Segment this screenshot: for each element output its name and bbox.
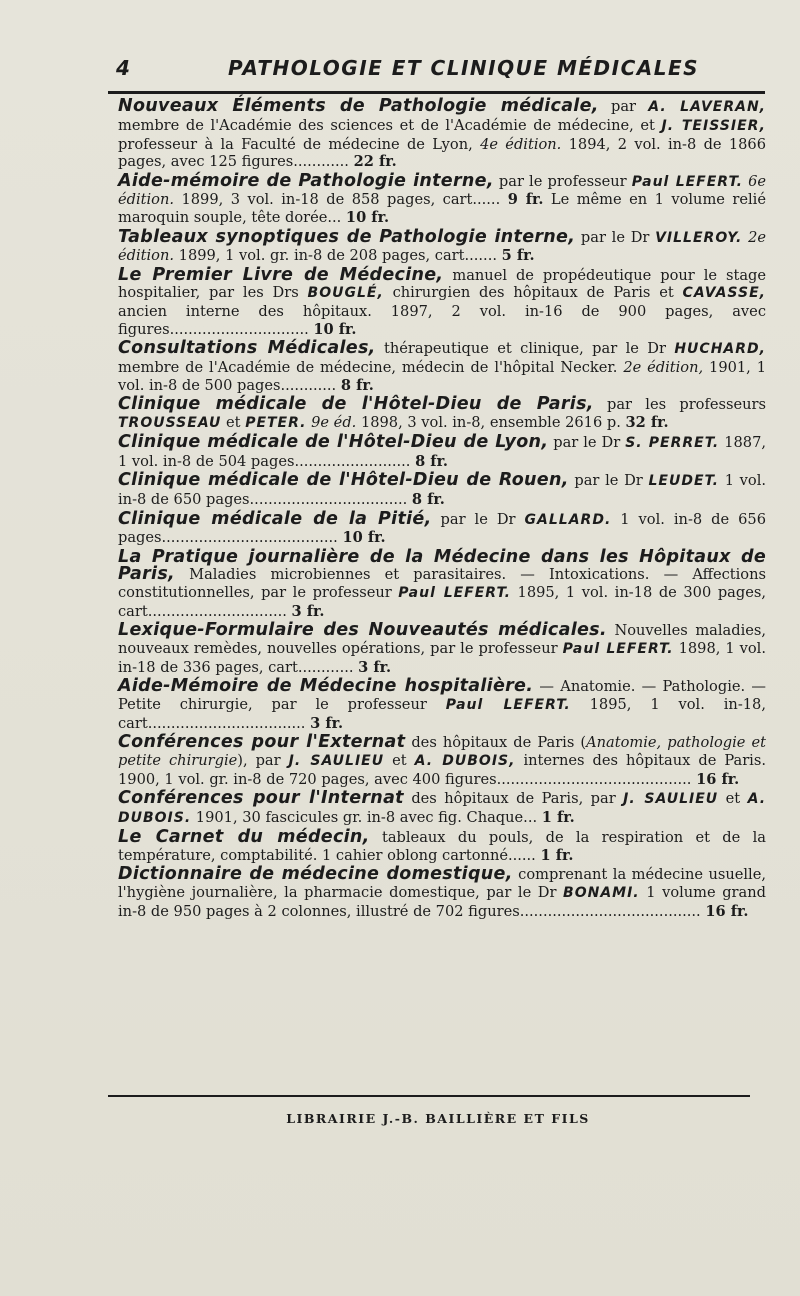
author-name: GALLARD. xyxy=(524,511,612,528)
running-title: PATHOLOGIE ET CLINIQUE MÉDICALES xyxy=(228,56,700,80)
author-name: CAVASSE, xyxy=(682,285,766,302)
book-title: Clinique médicale de la Pitié, xyxy=(118,508,432,529)
book-title: Consultations Médicales, xyxy=(118,338,376,359)
price: 9 fr. xyxy=(507,191,544,209)
price: 5 fr. xyxy=(501,247,535,265)
catalog-entry: Clinique médicale de l'Hôtel-Dieu de Rouen, par le Dr LEUDET. 1 vol. in-8 de 650 pages.................................. 8 fr. xyxy=(118,470,767,509)
price: 3 fr. xyxy=(310,714,344,732)
author-name: VILLEROY. xyxy=(655,229,743,246)
page-number: 4 xyxy=(116,56,130,80)
publisher-footer: LIBRAIRIE J.-B. BAILLIÈRE ET FILS xyxy=(286,1111,590,1126)
edition: 6e édition. xyxy=(118,172,767,209)
price: 3 fr. xyxy=(358,658,392,676)
author-name: J. TEISSIER, xyxy=(661,117,766,134)
price: 10 fr. xyxy=(345,209,390,227)
author-name: Paul LEFERT. xyxy=(631,173,743,190)
price: 8 fr. xyxy=(415,453,449,471)
catalog-entry: Le Carnet du médecin, tableaux du pouls, de la respiration et de la température, comptabilité. 1 cahier oblong cartonné...... 1 fr. xyxy=(118,827,766,864)
page-header xyxy=(108,52,768,86)
book-title: Aide-mémoire de Pathologie interne, xyxy=(118,170,494,191)
catalog-entry: Nouveaux Éléments de Pathologie médicale, par A. LAVERAN, membre de l'Académie des sciences et de l'Académie de médecine, et J. TEISSIER, professeur à la Faculté de médecine de Lyon, 4e édition. 1894, 2 vol. in-8 de 1866 pages, avec 125 figures............ 22 fr. xyxy=(118,96,767,171)
book-title: Tableaux synoptiques de Pathologie interne, xyxy=(118,226,576,247)
edition: Anatomie, pathologie et petite chirurgie xyxy=(118,734,766,769)
catalog-entry: Dictionnaire de médecine domestique, comprenant la médecine usuelle, l'hygiène journalière, la pharmacie domestique, par le Dr BONAMI. 1 volume grand in-8 de 950 pages à 2 colonnes, illustré de 702 figures....................................... 16 fr. xyxy=(118,864,767,920)
price: 16 fr. xyxy=(696,770,740,788)
catalog-entries xyxy=(118,98,766,922)
price: 8 fr. xyxy=(340,376,374,394)
price: 22 fr. xyxy=(353,153,397,171)
book-title: Nouveaux Éléments de Pathologie médicale, xyxy=(118,96,599,116)
price: 8 fr. xyxy=(411,491,445,509)
book-title: Clinique médicale de l'Hôtel-Dieu de Lyon, xyxy=(118,432,549,453)
catalog-entry: Aide-mémoire de Pathologie interne, par le professeur Paul LEFERT. 6e édition. 1899, 3 vol. in-18 de 858 pages, cart...... 9 fr. Le même en 1 volume relié maroquin souple, tête dorée... 10 fr. xyxy=(118,170,767,227)
edition: 4e édition. xyxy=(480,135,562,153)
catalog-entry: Conférences pour l'Internat des hôpitaux de Paris, par J. SAULIEU et A. DUBOIS. 1901, 30 fascicules gr. in-8 avec fig. Chaque... 1 fr. xyxy=(118,787,767,826)
book-title: La Pratique journalière de la Médecine dans les Hôpitaux de Paris, xyxy=(118,546,766,585)
price: 10 fr. xyxy=(313,321,357,339)
catalog-entry: Tableaux synoptiques de Pathologie interne, par le Dr VILLEROY. 2e édition. 1899, 1 vol. gr. in-8 de 208 pages, cart....... 5 fr. xyxy=(118,226,767,265)
book-title: Dictionnaire de médecine domestique, xyxy=(118,864,513,885)
price: 10 fr. xyxy=(342,529,386,547)
author-name: PETER. xyxy=(245,415,307,432)
header-rule xyxy=(108,91,765,94)
author-name: Paul LEFERT. xyxy=(398,585,511,602)
book-title: Conférences pour l'Externat xyxy=(118,732,406,753)
book-title: Le Premier Livre de Médecine, xyxy=(118,264,444,285)
author-name: BOUGLÉ, xyxy=(307,285,384,302)
book-title: Clinique médicale de l'Hôtel-Dieu de Rouen, xyxy=(118,470,569,491)
edition: 2e édition. xyxy=(118,228,767,265)
catalog-entry: Conférences pour l'Externat des hôpitaux de Paris (Anatomie, pathologie et petite chirurgie), par J. SAULIEU et A. DUBOIS, internes des hôpitaux de Paris. 1900, 1 vol. gr. in-8 de 720 pages, avec 400 figures.......................................... 16 fr. xyxy=(118,732,766,788)
book-title: Aide-Mémoire de Médecine hospitalière. xyxy=(118,676,534,697)
author-name: J. SAULIEU xyxy=(288,752,385,769)
catalog-entry: Clinique médicale de l'Hôtel-Dieu de Lyon, par le Dr S. PERRET. 1887, 1 vol. in-8 de 504 pages......................... 8 fr. xyxy=(118,432,767,471)
book-title: Clinique médicale de l'Hôtel-Dieu de Paris, xyxy=(118,394,594,415)
catalog-entry: Clinique médicale de la Pitié, par le Dr GALLARD. 1 vol. in-8 de 656 pages...................................... 10 fr. xyxy=(118,508,767,547)
footer-rule xyxy=(108,1095,750,1097)
catalog-entry: Lexique-Formulaire des Nouveautés médicales. Nouvelles maladies, nouveaux remèdes, nouvelles opérations, par le professeur Paul LEFERT. 1898, 1 vol. in-18 de 336 pages, cart............ 3 fr. xyxy=(118,620,766,676)
author-name: A. DUBOIS. xyxy=(118,790,767,826)
price: 32 fr. xyxy=(625,414,669,432)
author-name: J. SAULIEU xyxy=(623,790,719,807)
price: 1 fr. xyxy=(540,846,574,864)
catalog-entry: Aide-Mémoire de Médecine hospitalière. — Anatomie. — Pathologie. — Petite chirurgie, par le professeur Paul LEFERT. 1895, 1 vol. in-18, cart.................................. 3 fr. xyxy=(118,676,766,732)
author-name: LEUDET. xyxy=(648,473,719,490)
author-name: S. PERRET. xyxy=(625,435,720,452)
edition: 2e édition, xyxy=(623,359,704,377)
catalog-entry: La Pratique journalière de la Médecine dans les Hôpitaux de Paris, Maladies microbiennes et parasitaires. — Intoxications. — Affections constitutionnelles, par le professeur Paul LEFERT. 1895, 1 vol. in-18 de 300 pages, cart.............................. 3 fr. xyxy=(118,546,766,621)
author-name: A. LAVERAN, xyxy=(648,99,766,115)
author-name: HUCHARD, xyxy=(674,341,766,358)
price: 1 fr. xyxy=(541,808,575,826)
catalog-entry: Consultations Médicales, thérapeutique et clinique, par le Dr HUCHARD, membre de l'Académie de médecine, médecin de l'hôpital Necker. 2e édition, 1901, 1 vol. in-8 de 500 pages............ 8 fr. xyxy=(118,338,766,394)
price: 16 fr. xyxy=(705,902,749,920)
edition: 9e éd. xyxy=(311,414,357,432)
catalog-entry: Le Premier Livre de Médecine, manuel de propédeutique pour le stage hospitalier, par les Drs BOUGLÉ, chirurgien des hôpitaux de Paris et CAVASSE, ancien interne des hôpitaux. 1897, 2 vol. in-16 de 900 pages, avec figures.............................. 10 fr. xyxy=(118,264,766,339)
author-name: Paul LEFERT. xyxy=(562,641,674,658)
book-title: Lexique-Formulaire des Nouveautés médicales. xyxy=(118,620,607,641)
author-name: Paul LEFERT. xyxy=(445,697,571,713)
author-name: TROUSSEAU xyxy=(118,415,222,432)
catalog-entry: Clinique médicale de l'Hôtel-Dieu de Paris, par les professeurs TROUSSEAU et PETER. 9e éd. 1898, 3 vol. in-8, ensemble 2616 p. 32 fr. xyxy=(118,394,766,432)
book-title: Conférences pour l'Internat xyxy=(118,787,404,808)
book-title: Le Carnet du médecin, xyxy=(118,827,370,848)
author-name: A. DUBOIS, xyxy=(414,752,516,769)
author-name: BONAMI. xyxy=(563,884,640,901)
price: 3 fr. xyxy=(291,603,325,621)
